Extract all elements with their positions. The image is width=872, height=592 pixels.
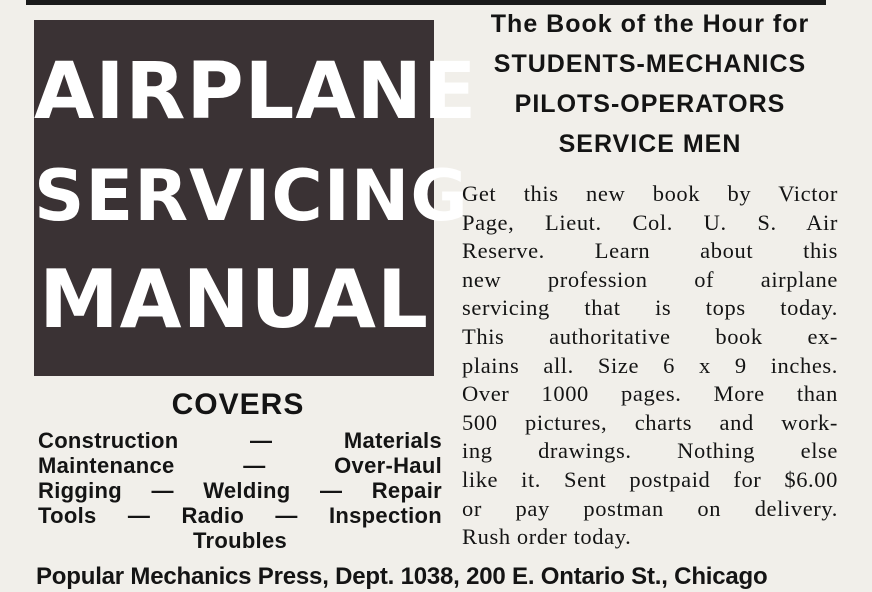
body-line: This authoritative book ex-: [462, 323, 838, 349]
body-copy: [462, 180, 838, 552]
body-line: or pay postman on delivery.: [462, 495, 838, 521]
headline-line-1: The Book of the Hour for: [490, 10, 810, 38]
body-line: like it. Sent postpaid for $6.00: [462, 466, 838, 492]
body-line: 500 pictures, charts and work-: [462, 409, 838, 435]
publisher-address: Popular Mechanics Press, Dept. 1038, 200 E. Ontario St., Chicago: [36, 563, 768, 590]
covers-line: Troubles: [192, 528, 288, 553]
body-line: servicing that is tops today.: [462, 295, 838, 321]
title-line-1: AIRPLANE: [34, 47, 478, 137]
covers-line: Maintenance — Over-Haul: [38, 453, 442, 478]
body-line: Over 1000 pages. More than: [462, 381, 838, 407]
headline-line-4: SERVICE MEN: [558, 130, 742, 158]
title-block: [34, 20, 478, 376]
headline: [450, 4, 850, 164]
covers-list: [38, 428, 442, 553]
body-line: Get this new book by Victor: [462, 181, 838, 206]
headline-line-2: STUDENTS-MECHANICS: [493, 50, 807, 78]
body-line: plains all. Size 6 x 9 inches.: [462, 352, 838, 378]
body-line: new profession of airplane: [462, 266, 838, 292]
title-line-2: SERVICING: [34, 155, 469, 237]
body-line: Rush order today.: [462, 524, 632, 550]
body-line: Page, Lieut. Col. U. S. Air: [462, 209, 838, 235]
covers-line: Rigging — Welding — Repair: [38, 478, 442, 503]
covers-line: Construction — Materials: [38, 428, 442, 453]
headline-line-3: PILOTS-OPERATORS: [514, 90, 786, 118]
covers-line: Tools — Radio — Inspection: [38, 503, 442, 528]
covers-heading: COVERS: [171, 388, 305, 421]
body-line: Reserve. Learn about this: [462, 238, 838, 264]
title-line-3: MANUAL: [39, 253, 429, 346]
body-line: ing drawings. Nothing else: [462, 438, 838, 464]
